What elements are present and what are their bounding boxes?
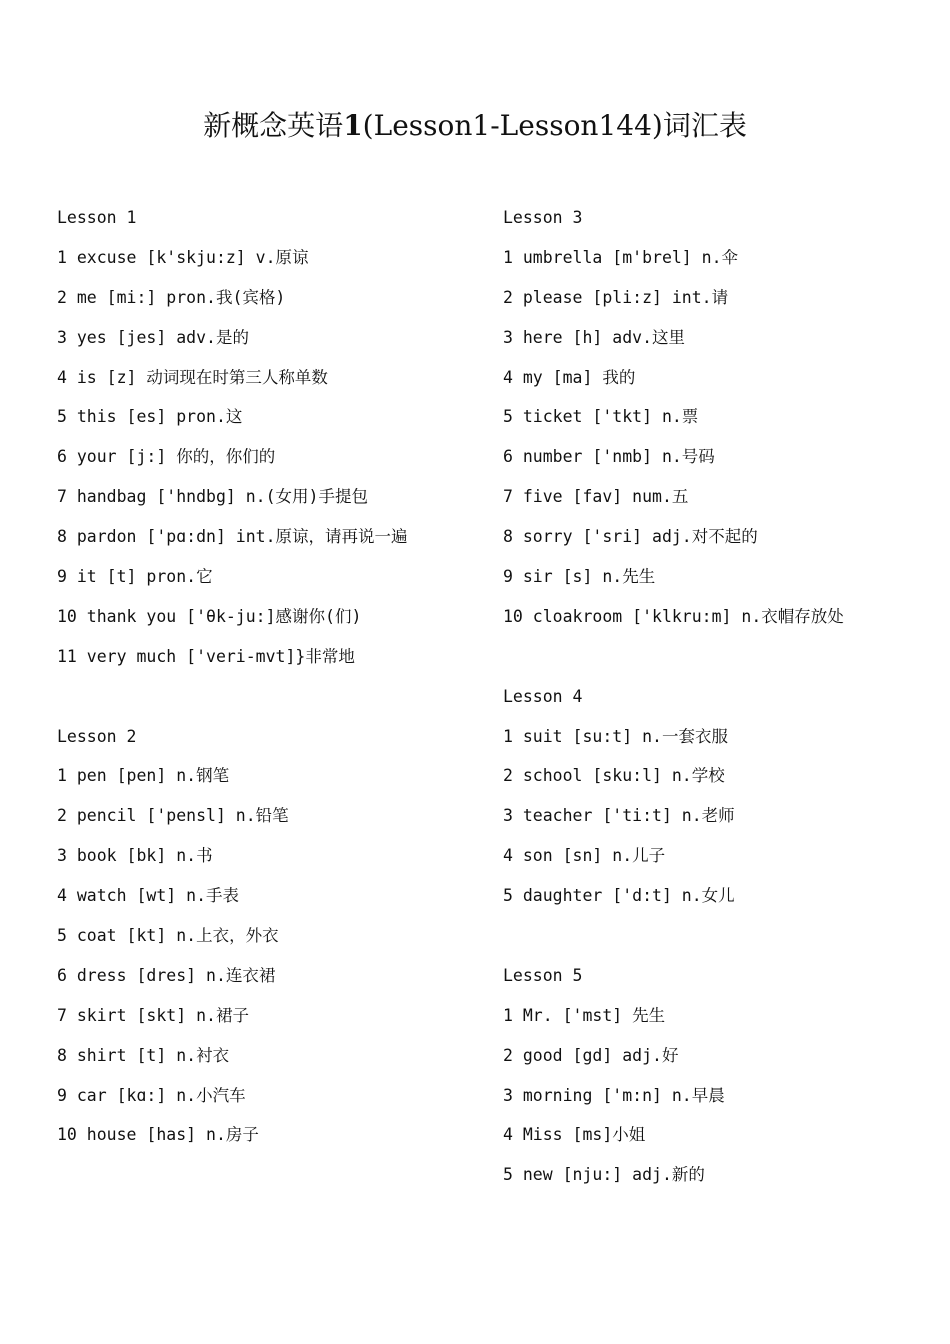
lesson-heading: Lesson 1 [57,208,137,227]
vocab-item: 5 coat [kt] n.上衣，外衣 [57,926,279,946]
vocab-item: 3 yes [jes] adv.是的 [57,327,249,347]
vocab-item: 4 is [z] 动词现在时第三人称单数 [57,367,328,387]
vocab-item: 3 morning ['m:n] n.早晨 [503,1085,725,1105]
lesson-3-section [503,203,923,642]
lesson-2-section [57,722,477,1161]
title-suffix: (Lesson1-Lesson144)词汇表 [362,109,747,142]
right-column [503,203,923,1200]
lesson-1-section [57,203,477,682]
vocab-item: 4 Miss [ms]小姐 [503,1125,646,1145]
vocab-item: 6 dress [dres] n.连衣裙 [57,965,276,985]
vocab-item: 7 five [fav] num.五 [503,487,689,507]
vocab-item: 8 sorry ['sri] adj.对不起的 [503,527,758,547]
vocab-item: 4 my [ma] 我的 [503,367,636,387]
vocab-item: 4 watch [wt] n.手表 [57,886,240,906]
vocab-item: 2 good [gd] adj.好 [503,1045,679,1065]
section-spacer [503,642,923,682]
vocab-item: 5 daughter ['d:t] n.女儿 [503,886,735,906]
lesson-5-section [503,961,923,1200]
vocab-item: 9 car [kɑ:] n.小汽车 [57,1085,246,1105]
lesson-heading: Lesson 3 [503,208,583,227]
vocab-item: 1 pen [pen] n.钢笔 [57,766,230,786]
lesson-4-section [503,682,923,921]
title-prefix: 新概念英语 [203,109,344,142]
vocab-item: 2 school [sku:l] n.学校 [503,766,725,786]
vocab-item: 2 me [mi:] pron.我(宾格) [57,287,286,307]
section-spacer [57,682,477,722]
lesson-heading: Lesson 5 [503,965,583,985]
vocab-item: 7 skirt [skt] n.裙子 [57,1005,249,1025]
section-spacer [503,921,923,961]
vocab-item: 6 number ['nmb] n.号码 [503,447,715,467]
title-number: 1 [343,109,363,142]
vocab-item: 5 new [nju:] adj.新的 [503,1165,705,1185]
vocab-item: 3 here [h] adv.这里 [503,327,686,347]
lesson-heading: Lesson 2 [57,726,137,746]
page-title [0,106,950,146]
vocab-item: 8 shirt [t] n.衬衣 [57,1045,230,1065]
vocab-item: 4 son [sn] n.儿子 [503,846,666,866]
vocab-item: 1 suit [su:t] n.一套衣服 [503,726,728,746]
vocab-item: 9 sir [s] n.先生 [503,567,656,587]
vocab-item: 1 excuse [k'skju:z] v.原谅 [57,247,309,267]
vocab-item: 5 this [es] pron.这 [57,407,243,427]
vocab-item: 1 Mr. ['mst] 先生 [503,1005,666,1025]
lesson-heading: Lesson 4 [503,686,583,706]
vocab-item: 10 thank you ['θk-ju:]感谢你(们) [57,606,362,626]
vocab-item: 10 cloakroom ['klkru:m] n.衣帽存放处 [503,606,844,626]
vocab-item: 9 it [t] pron.它 [57,567,213,587]
vocab-item: 3 book [bk] n.书 [57,846,213,866]
vocab-item: 5 ticket ['tkt] n.票 [503,407,699,427]
vocab-item: 8 pardon ['pɑ:dn] int.原谅，请再说一遍 [57,527,408,547]
vocab-item: 3 teacher ['ti:t] n.老师 [503,806,735,826]
vocab-item: 10 house [has] n.房子 [57,1125,259,1145]
vocab-item: 7 handbag ['hndbg] n.(女用)手提包 [57,487,368,507]
vocab-item: 1 umbrella [m'brel] n.伞 [503,247,739,267]
vocab-item: 2 please [pli:z] int.请 [503,287,729,307]
vocab-item: 2 pencil ['pensl] n.铅笔 [57,806,289,826]
vocab-item: 11 very much ['veri-mvt]}非常地 [57,646,355,666]
vocab-item: 6 your [j:] 你的，你们的 [57,447,276,467]
left-column [57,203,477,1160]
